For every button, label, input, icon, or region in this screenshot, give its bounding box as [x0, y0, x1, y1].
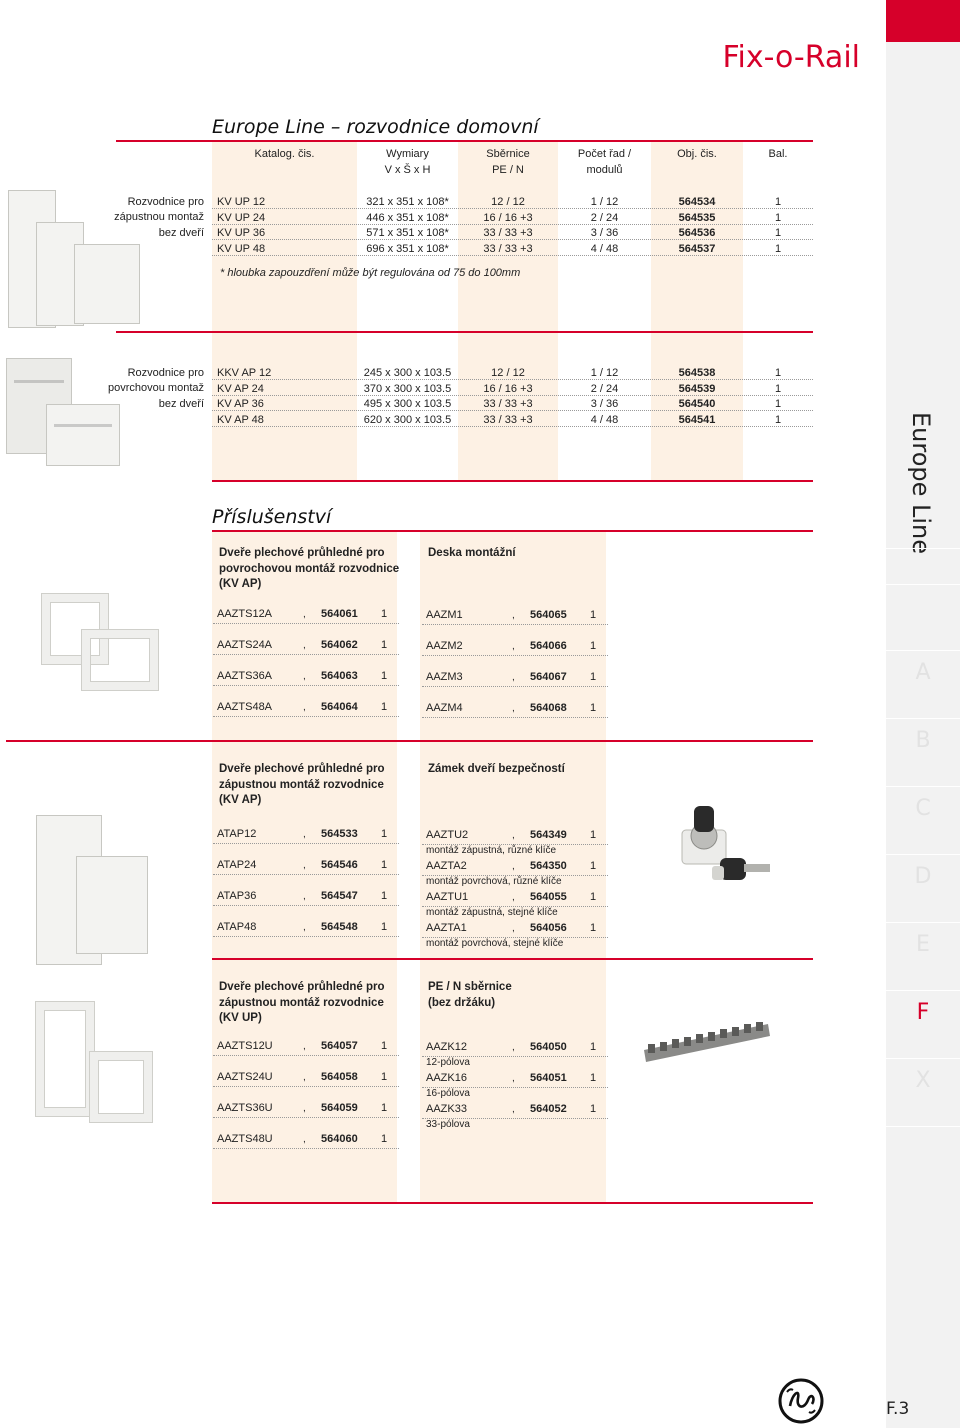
- vertical-section-label: Europe Line: [907, 411, 935, 555]
- row-divider: [213, 623, 399, 624]
- pe-n-title: PE / N sběrnice (bez držáku): [428, 981, 512, 1009]
- sidebar-red-tab: [886, 0, 960, 42]
- accessory-catalog-number: AAZK16: [426, 1072, 467, 1084]
- accessory-order-number: 564548: [321, 921, 358, 933]
- accessory-catalog-number: AAZM2: [426, 640, 463, 652]
- accessory-catalog-number: AAZK33: [426, 1103, 467, 1115]
- accessory-catalog-number: AAZTU2: [426, 829, 469, 841]
- row-divider: [422, 686, 608, 687]
- index-letter-e[interactable]: E: [916, 932, 930, 957]
- group1-label-line2: zápustnou montaž: [114, 211, 204, 223]
- doors-kvup-title: Dveře plechové průhledné pro zápustnou montáž rozvodnice (KV UP): [219, 981, 385, 1024]
- header-sbernice: Sběrnice PE / N: [486, 148, 530, 176]
- accessory-order-number: 564057: [321, 1040, 358, 1052]
- accessory-pack-qty: 1: [381, 1071, 388, 1083]
- accessory-catalog-number: ATAP12: [217, 828, 257, 840]
- pack-qty: 1: [774, 196, 782, 208]
- separator-mark: ,: [512, 892, 515, 903]
- separator-mark: ,: [303, 640, 306, 651]
- row-divider: [422, 624, 608, 625]
- accessories-title: Příslušenství: [212, 506, 332, 528]
- pack-qty: 1: [774, 413, 782, 426]
- group2-label-line3: bez dveří: [158, 398, 204, 410]
- busbar: 16 / 16 +3: [483, 382, 533, 395]
- index-letter-f[interactable]: F: [916, 1000, 930, 1025]
- pack-qty: 1: [774, 227, 782, 239]
- doors-ap-title: Dveře plechové průhledné pro povrochovou montáž rozvodnice (KV AP): [219, 547, 400, 590]
- zamek-title: Zámek dveří bezpečností: [428, 763, 565, 775]
- pack-qty: 1: [774, 242, 782, 255]
- order-number: 564535: [678, 211, 716, 224]
- accessory-catalog-number: AAZTS24U: [217, 1071, 273, 1083]
- accessory-catalog-number: AAZTS12U: [217, 1040, 273, 1052]
- rows-modules: 4 / 48: [590, 242, 619, 255]
- accessory-catalog-number: AAZTU1: [426, 891, 469, 903]
- accessory-note: montáž povrchová, různé klíče: [426, 876, 562, 887]
- right-index-sidebar: [886, 0, 960, 1428]
- accessory-catalog-number: AAZTS48A: [217, 701, 273, 713]
- group1-label-line3: bez dveří: [158, 227, 204, 239]
- row-divider: [422, 717, 608, 718]
- brand-title: Fix-o-Rail: [722, 40, 860, 75]
- accessory-pack-qty: 1: [381, 828, 388, 840]
- accessory-catalog-number: AAZTA2: [426, 860, 467, 872]
- separator-mark: ,: [512, 1042, 515, 1053]
- separator-mark: ,: [512, 703, 515, 714]
- row-divider: [213, 1055, 399, 1056]
- sidebar-divider: [886, 1058, 960, 1059]
- sidebar-divider: [886, 786, 960, 787]
- index-letter-d[interactable]: D: [914, 864, 932, 889]
- busbar: 12 / 12: [491, 367, 525, 379]
- sidebar-divider: [886, 718, 960, 719]
- row-divider: [213, 716, 399, 717]
- separator-mark: ,: [303, 1072, 306, 1083]
- accessory-pack-qty: 1: [381, 608, 388, 620]
- accessory-pack-qty: 1: [590, 702, 597, 714]
- accessory-pack-qty: 1: [590, 640, 597, 652]
- group1-label-line1: Rozvodnice pro: [127, 196, 204, 208]
- index-letter-a[interactable]: A: [915, 660, 931, 685]
- header-bal: Bal.: [768, 148, 788, 160]
- sidebar-divider: [886, 990, 960, 991]
- dimensions: 571 x 351 x 108*: [366, 227, 449, 239]
- separator-mark: ,: [303, 891, 306, 902]
- accessory-note: 16-pólova: [426, 1088, 470, 1099]
- separator-mark: ,: [512, 830, 515, 841]
- accessory-pack-qty: 1: [381, 859, 388, 871]
- accessory-pack-qty: 1: [381, 701, 388, 713]
- depth-note: * hloubka zapouzdření může být regulována od 75 do 100mm: [220, 267, 521, 279]
- accessory-catalog-number: AAZM3: [426, 671, 463, 683]
- accessory-order-number: 564064: [321, 701, 358, 713]
- dimensions: 495 x 300 x 103.5: [363, 398, 452, 410]
- separator-mark: ,: [303, 1041, 306, 1052]
- accessory-catalog-number: AAZTS48U: [217, 1133, 273, 1145]
- order-number: 564539: [678, 382, 716, 395]
- order-number: 564537: [678, 242, 716, 255]
- accessory-catalog-number: ATAP24: [217, 859, 257, 871]
- door-lock-key-icon: [672, 800, 778, 904]
- group2-label-line2: povrchovou montaž: [108, 382, 204, 394]
- order-number: 564536: [678, 227, 716, 239]
- accessory-pack-qty: 1: [381, 921, 388, 933]
- pack-qty: 1: [774, 382, 782, 395]
- separator-mark: ,: [303, 609, 306, 620]
- separator-mark: ,: [512, 861, 515, 872]
- catalog-number: KV AP 24: [217, 382, 264, 395]
- accessory-pack-qty: 1: [590, 1103, 597, 1115]
- order-number: 564534: [678, 196, 716, 208]
- rows-modules: 2 / 24: [590, 382, 619, 395]
- index-letter-x[interactable]: X: [915, 1068, 931, 1093]
- accessory-order-number: 564063: [321, 670, 358, 682]
- group2-label-line1: Rozvodnice pro: [127, 367, 204, 379]
- accessory-order-number: 564061: [321, 608, 358, 620]
- rows-modules: 1 / 12: [590, 367, 619, 379]
- rows-modules: 4 / 48: [590, 413, 619, 426]
- accessory-order-number: 564059: [321, 1102, 358, 1114]
- section-title: Europe Line – rozvodnice domovní: [212, 116, 539, 138]
- accessory-order-number: 564547: [321, 890, 358, 902]
- separator-mark: ,: [512, 1073, 515, 1084]
- accessory-catalog-number: AAZTS12A: [217, 608, 273, 620]
- accessory-catalog-number: AAZK12: [426, 1041, 467, 1053]
- accessory-catalog-number: AAZM1: [426, 609, 463, 621]
- section-rule: [212, 480, 813, 482]
- header-katalog: Katalog. čis.: [254, 148, 315, 160]
- accessory-pack-qty: 1: [381, 639, 388, 651]
- dimensions: 370 x 300 x 103.5: [363, 382, 452, 395]
- order-number: 564538: [678, 367, 716, 379]
- section-rule: [212, 958, 813, 960]
- accessory-note: 33-pólova: [426, 1119, 470, 1130]
- accessory-order-number: 564056: [530, 922, 567, 934]
- separator-mark: ,: [303, 829, 306, 840]
- accessory-order-number: 564066: [530, 640, 567, 652]
- accessory-pack-qty: 1: [590, 671, 597, 683]
- dimensions: 620 x 300 x 103.5: [363, 413, 452, 426]
- accessory-order-number: 564546: [321, 859, 358, 871]
- rows-modules: 1 / 12: [590, 196, 619, 208]
- row-divider: [213, 1148, 399, 1149]
- accessory-pack-qty: 1: [381, 890, 388, 902]
- deska-title: Deska montážní: [428, 547, 516, 559]
- catalog-number: KV UP 12: [217, 196, 266, 208]
- accessory-catalog-number: ATAP36: [217, 890, 257, 902]
- accessory-order-number: 564050: [530, 1041, 567, 1053]
- rows-modules: 3 / 36: [590, 398, 619, 410]
- accessory-note: 12-pólova: [426, 1057, 470, 1068]
- accessory-order-number: 564058: [321, 1071, 358, 1083]
- row-divider: [422, 655, 608, 656]
- accessory-pack-qty: 1: [381, 670, 388, 682]
- separator-mark: ,: [512, 641, 515, 652]
- accessory-order-number: 564051: [530, 1072, 567, 1084]
- accessory-pack-qty: 1: [381, 1133, 388, 1145]
- separator-mark: ,: [303, 860, 306, 871]
- section-rule: [212, 1202, 813, 1204]
- section-rule: [6, 740, 813, 742]
- separator-mark: ,: [512, 923, 515, 934]
- separator-mark: ,: [512, 672, 515, 683]
- pack-qty: 1: [774, 211, 782, 224]
- catalog-number: KV UP 48: [217, 242, 266, 255]
- busbar: 33 / 33 +3: [483, 227, 533, 239]
- busbar: 33 / 33 +3: [483, 413, 533, 426]
- doors-up-title: Dveře plechové průhledné pro zápustnou montáž rozvodnice (KV AP): [219, 763, 385, 806]
- sidebar-divider: [886, 548, 960, 549]
- separator-mark: ,: [303, 1103, 306, 1114]
- page-number: F.3: [886, 1399, 910, 1419]
- accessory-order-number: 564068: [530, 702, 567, 714]
- pe-n-busbar-icon: [640, 1018, 774, 1068]
- pack-qty: 1: [774, 398, 782, 410]
- row-divider: [213, 685, 399, 686]
- accessory-catalog-number: AAZTS36U: [217, 1102, 273, 1114]
- sidebar-divider: [886, 1126, 960, 1127]
- separator-mark: ,: [303, 1134, 306, 1145]
- ge-logo-icon: [778, 1378, 824, 1424]
- dimensions: 446 x 351 x 108*: [366, 211, 449, 224]
- accessory-order-number: 564062: [321, 639, 358, 651]
- catalog-number: KV UP 36: [217, 227, 266, 239]
- busbar: 12 / 12: [491, 196, 525, 208]
- row-divider: [213, 1086, 399, 1087]
- sidebar-divider: [886, 650, 960, 651]
- dimensions: 245 x 300 x 103.5: [363, 367, 452, 379]
- separator-mark: ,: [512, 610, 515, 621]
- row-divider: [213, 654, 399, 655]
- sidebar-divider: [886, 584, 960, 585]
- accessory-catalog-number: AAZTS24A: [217, 639, 273, 651]
- rows-modules: 3 / 36: [590, 227, 619, 239]
- accessory-pack-qty: 1: [590, 860, 597, 872]
- row-divider: [213, 936, 399, 937]
- catalog-number: KV AP 48: [217, 413, 264, 426]
- catalog-number: KKV AP 12: [217, 367, 272, 379]
- accessory-order-number: 564533: [321, 828, 358, 840]
- accessory-order-number: 564055: [530, 891, 567, 903]
- separator-mark: ,: [512, 1104, 515, 1115]
- accessory-pack-qty: 1: [590, 1072, 597, 1084]
- header-wymiary: Wymiary V x Š x H: [384, 148, 431, 176]
- index-letter-b[interactable]: B: [915, 728, 931, 753]
- order-number: 564540: [678, 398, 716, 410]
- busbar: 33 / 33 +3: [483, 398, 533, 410]
- accessory-pack-qty: 1: [590, 891, 597, 903]
- dimensions: 321 x 351 x 108*: [366, 196, 449, 208]
- busbar: 33 / 33 +3: [483, 242, 533, 255]
- accessory-order-number: 564065: [530, 609, 567, 621]
- accessory-order-number: 564060: [321, 1133, 358, 1145]
- separator-mark: ,: [303, 671, 306, 682]
- pack-qty: 1: [774, 367, 782, 379]
- accessory-catalog-number: AAZTA1: [426, 922, 467, 934]
- header-obj: Obj. čis.: [677, 148, 717, 160]
- sidebar-divider: [886, 854, 960, 855]
- accessory-order-number: 564349: [530, 829, 567, 841]
- accessory-pack-qty: 1: [381, 1040, 388, 1052]
- row-divider: [213, 843, 399, 844]
- sidebar-divider: [886, 922, 960, 923]
- busbar: 16 / 16 +3: [483, 211, 533, 224]
- accessory-order-number: 564350: [530, 860, 567, 872]
- catalog-number: KV AP 36: [217, 398, 264, 410]
- row-divider: [213, 905, 399, 906]
- accessory-catalog-number: AAZTS36A: [217, 670, 273, 682]
- accessory-order-number: 564052: [530, 1103, 567, 1115]
- accessory-pack-qty: 1: [590, 609, 597, 621]
- accessory-pack-qty: 1: [590, 1041, 597, 1053]
- accessory-pack-qty: 1: [590, 922, 597, 934]
- accessory-catalog-number: ATAP48: [217, 921, 257, 933]
- order-number: 564541: [678, 413, 716, 426]
- accessory-note: montáž zápustná, různé klíče: [426, 845, 557, 856]
- separator-mark: ,: [303, 922, 306, 933]
- rows-modules: 2 / 24: [590, 211, 619, 224]
- accessory-note: montáž zápustná, stejné klíče: [426, 907, 558, 918]
- accessory-order-number: 564067: [530, 671, 567, 683]
- row-divider: [213, 1117, 399, 1118]
- accessory-catalog-number: AAZM4: [426, 702, 463, 714]
- separator-mark: ,: [303, 702, 306, 713]
- index-letter-c[interactable]: C: [915, 796, 931, 821]
- catalog-number: KV UP 24: [217, 211, 266, 224]
- accessory-pack-qty: 1: [381, 1102, 388, 1114]
- accessory-note: montáž povrchová, stejné klíče: [426, 938, 564, 949]
- row-divider: [213, 874, 399, 875]
- header-pocet: Počet řad / modulů: [577, 148, 632, 176]
- accessory-pack-qty: 1: [590, 829, 597, 841]
- dimensions: 696 x 351 x 108*: [366, 242, 449, 255]
